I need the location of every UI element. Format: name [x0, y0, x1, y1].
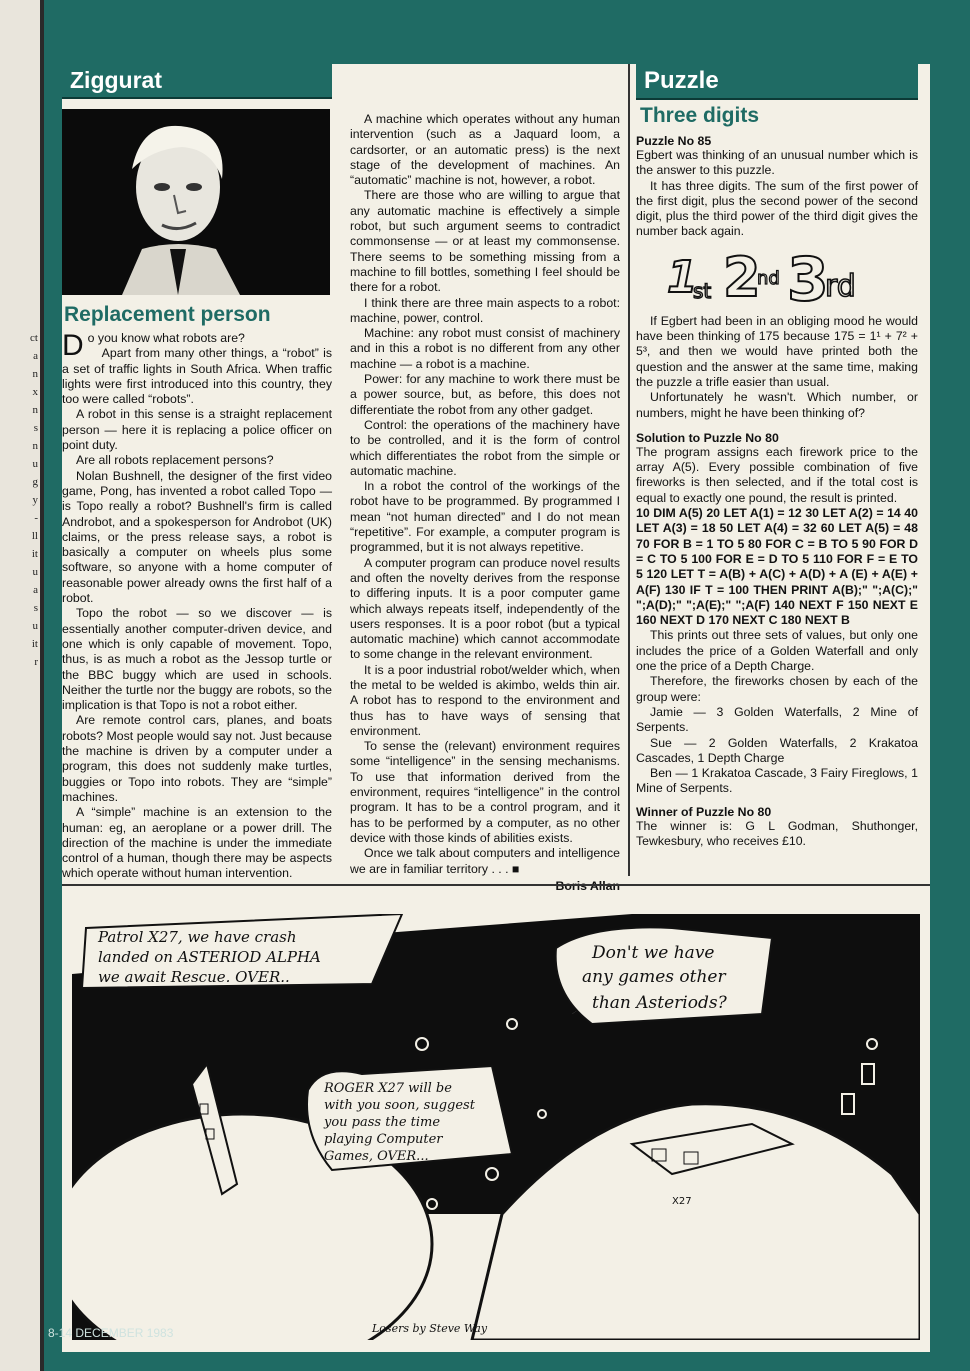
paragraph: In a robot the control of the workings of the robot have to be programmed. By programmed I mean “not human directed” and I do not mean “repetitive”. For example, a computer program is programmed, but it is not always repetitive.	[350, 479, 620, 555]
paragraph: Are all robots replacement persons?	[76, 453, 274, 468]
facing-page-fragment: n	[32, 440, 38, 452]
ship-label: X27	[672, 1196, 692, 1207]
bubble-1-line-3: we await Rescue. OVER..	[98, 968, 290, 986]
svg-text:nd: nd	[757, 267, 780, 289]
bubble-3-line-3: than Asteriods?	[592, 993, 727, 1013]
section-rule	[62, 884, 930, 886]
solution-heading: Solution to Puzzle No 80	[636, 430, 779, 445]
facing-page-fragment: ct	[30, 332, 38, 344]
paragraph: Nolan Bushnell, the designer of the first video game, Pong, has invented a robot called Topo — is Topo really a robot? Bushnell's firm is called Androbot, and a spokesperson for Androbot (UK) claims, or the press release says, a robot is basically a computer on wheels plus some software, so anyone with a home computer of reasonable power already owns the first half of a robot.	[62, 468, 332, 606]
bubble-3-line-1: Don't we have	[592, 943, 715, 963]
losers-cartoon	[72, 914, 920, 1340]
paragraph: Power: for any machine to work there must be a power source, but, as before, this does not differentiate the robot from any other gadget.	[350, 372, 620, 417]
paragraph: It is a poor industrial robot/welder which, when the metal to be welded is akimbo, welds thin air. A robot has to respond to the environment and thus has to have ways of sensing that environment.	[350, 662, 620, 738]
facing-page-fragment: g	[32, 476, 38, 488]
paragraph: Once we talk about computers and intelligence we are in familiar territory . . . ■	[350, 846, 620, 876]
facing-page-fragment: s	[33, 602, 38, 614]
author-photo	[62, 109, 330, 295]
puzzle-title: Three digits	[640, 104, 760, 127]
paragraph: A robot in this sense is a straight replacement person — here it is replacing a police officer on point duty.	[62, 407, 332, 453]
facing-page-fragment: a	[33, 350, 38, 362]
ziggurat-column	[62, 64, 332, 882]
ziggurat-banner: Ziggurat	[62, 64, 332, 99]
bubble-2-line-5: Games, OVER...	[324, 1149, 429, 1164]
paragraph: Egbert was thinking of an unusual number which is the answer to this puzzle.	[636, 148, 918, 178]
facing-page-fragment: r	[34, 656, 38, 668]
paragraph: Sue — 2 Golden Waterfalls, 2 Krakatoa Cascades, 1 Depth Charge	[636, 735, 918, 765]
article-headline: Replacement person	[64, 303, 271, 326]
page-footer	[48, 1326, 918, 1340]
paragraph: Ben — 1 Krakatoa Cascade, 3 Fairy Fireglows, 1 Mine of Serpents.	[636, 766, 918, 796]
facing-page-fragment: y	[32, 494, 38, 506]
paragraph: Topo the robot — so we discover — is essentially another computer-driven device, and one which is only capable of movement. Topo, thus, is as much a robot as the Jessop turtle or the BBC buggy which are used in schools. Neither the turtle nor the buggy are robots, so the implication is that Topo is not a robot either.	[62, 606, 332, 713]
paragraph: It has three digits. The sum of the first power of the first digit, plus the second power of the second digit, plus the third power of the third digit gives the number back again.	[636, 178, 918, 239]
column-divider	[628, 64, 630, 876]
puzzle-banner: Puzzle	[636, 64, 918, 100]
facing-page-fragment: -	[34, 512, 38, 524]
paragraph: Machine: any robot must consist of machinery and in this a robot is no different from any other machine — a robot is a machine.	[350, 326, 620, 371]
paragraph: Unfortunately he wasn't. Which number, or numbers, might he have been thinking of?	[636, 390, 918, 420]
bubble-2-line-3: you pass the time	[324, 1115, 441, 1130]
bubble-1-line-1: Patrol X27, we have crash	[98, 928, 297, 946]
cartoon-credit: Losers by Steve Way	[372, 1322, 488, 1335]
svg-text:st: st	[693, 278, 712, 303]
bubble-3-line-2: any games other	[582, 967, 726, 987]
facing-page-fragment: it	[31, 548, 38, 560]
issue-date: 8-14 DECEMBER 1983	[48, 1326, 174, 1340]
facing-page-fragment: it	[31, 638, 38, 650]
bubble-2-line-4: playing Computer	[324, 1132, 443, 1147]
puzzle-column	[636, 64, 918, 849]
article-continuation-column	[350, 112, 620, 893]
facing-page-edge	[0, 0, 44, 1371]
facing-page-fragment: x	[32, 386, 38, 398]
paragraph: To sense the (relevant) environment requires some “intelligence” in the sensing mechanisms. To use that information derived from the environment, requires “intelligence” in the control program. It has to be a control program, and it has to be performed by a computer, as no other device with those kinds of abilities exists.	[350, 739, 620, 845]
paragraph: Are remote control cars, planes, and boats robots? Most people would say not. Just because the machine is driven by a computer under a program, this does not suddenly make turtles, buggies or Topo into robots. They are “simple” machines.	[62, 713, 332, 804]
facing-page-fragment: u	[32, 458, 38, 470]
svg-text:rd: rd	[825, 268, 856, 304]
paragraph: Jamie — 3 Golden Waterfalls, 2 Mine of Serpents.	[636, 704, 918, 735]
paragraph: A “simple” machine is an extension to the human: eg, an aeroplane or a power drill. The direction of the machine is under the immediate control of a human, though there may be aspects which operate without human intervention.	[62, 805, 332, 881]
paragraph: The winner is: G L Godman, Shuthonger, Tewkesbury, who receives £10.	[636, 818, 918, 848]
cartoon-panel	[72, 914, 920, 1340]
paragraph: There are those who are willing to argue that any automatic machine is effectively a simple robot, but such argument seems to contradict commonsense — or at least my commonsense. There seems to be something missing from a machine to fill bottles, something I feel should be there for a robot.	[350, 188, 620, 295]
facing-page-fragment: n	[32, 404, 38, 416]
facing-page-fragment: u	[32, 620, 38, 632]
facing-page-fragment: ll	[31, 530, 38, 542]
paragraph: I think there are three main aspects to a robot: machine, power, control.	[350, 295, 620, 325]
paragraph: If Egbert had been in an obliging mood he would have been thinking of 175 because 175 = 1¹ + 7² + 5³, and then we would have printed both the question and the answer at the same time, making the puzzle a trifle easier than usual.	[636, 313, 918, 389]
bubble-2-line-1: ROGER X27 will be	[324, 1081, 452, 1096]
paragraph: Apart from many other things, a “robot” is a set of traffic lights in South Africa. When traffic lights were first introduced into this country, they too were called “robots”.	[62, 346, 332, 407]
paragraph: Control: the operations of the machinery have to be controlled, and it is the form of control which differentiates the robot from the simple or automatic machine.	[350, 417, 620, 478]
paragraph: This prints out three sets of values, but only one includes the price of a Golden Waterfall and only one the price of a Depth Charge.	[636, 628, 918, 674]
winner-heading: Winner of Puzzle No 80	[636, 804, 772, 819]
svg-text:1: 1	[667, 251, 698, 303]
svg-text:3: 3	[787, 244, 829, 310]
facing-page-fragment: n	[32, 368, 38, 380]
first-paragraph: Do you know what robots are?	[62, 329, 245, 362]
paragraph: The program assigns each firework price to the array A(5). Every possible combination of five fireworks is then selected, and if the total cost is equal to exactly one pound, the result is printed.	[636, 444, 918, 505]
page-number: 71	[868, 1326, 882, 1340]
bubble-1-line-2: landed on ASTERIOD ALPHA	[98, 948, 321, 966]
paragraph: A machine which operates without any human intervention (such as a Jaquard loom, a cardsorter, or an automatic press) is the next stage of the development of machines. An “automatic” machine is not, however, a robot.	[350, 112, 620, 188]
paragraph: A computer program can produce novel results and often the novelty derives from the response to differing inputs. It is a poor computer game which always repeats itself, independently of the users responses. It is a poor robot (but a typical automatic machine) which cannot accommodate to some change in the relevant environment.	[350, 555, 620, 662]
paragraph: Therefore, the fireworks chosen by each of the group were:	[636, 674, 918, 704]
ordinals-logo	[636, 240, 918, 314]
puzzle-heading: Puzzle No 85	[636, 134, 712, 148]
basic-program-listing: 10 DIM A(5) 20 LET A(1) = 12 30 LET A(2) = 14 40 LET A(3) = 18 50 LET A(4) = 32 60 LET A(5) = 48 70 FOR B = 1 TO 5 80 FOR C = B TO 5 90 FOR D = C TO 5 100 FOR E = D TO 5 110 FOR F = E TO 5 120 LET T = A(B) + A(C) + A(D) + A (E) + A(E) + A(F) 130 IF T = 100 THEN PRINT A(B);" ";A(C);" ";A(D);" ";A(E);" ";A(F) 140 NEXT F 150 NEXT E 160 NEXT D 170 NEXT C 180 NEXT B	[636, 506, 918, 628]
drop-cap: D	[62, 329, 84, 362]
facing-page-fragment: u	[32, 566, 38, 578]
facing-page-fragment: a	[33, 584, 38, 596]
ordinals-logo-graphic	[657, 244, 897, 310]
facing-page-fragment: s	[33, 422, 38, 434]
portrait-image	[62, 109, 330, 295]
magazine-page	[62, 64, 930, 1352]
bubble-2-line-2: with you soon, suggest	[324, 1098, 475, 1113]
svg-text:2: 2	[723, 245, 761, 309]
